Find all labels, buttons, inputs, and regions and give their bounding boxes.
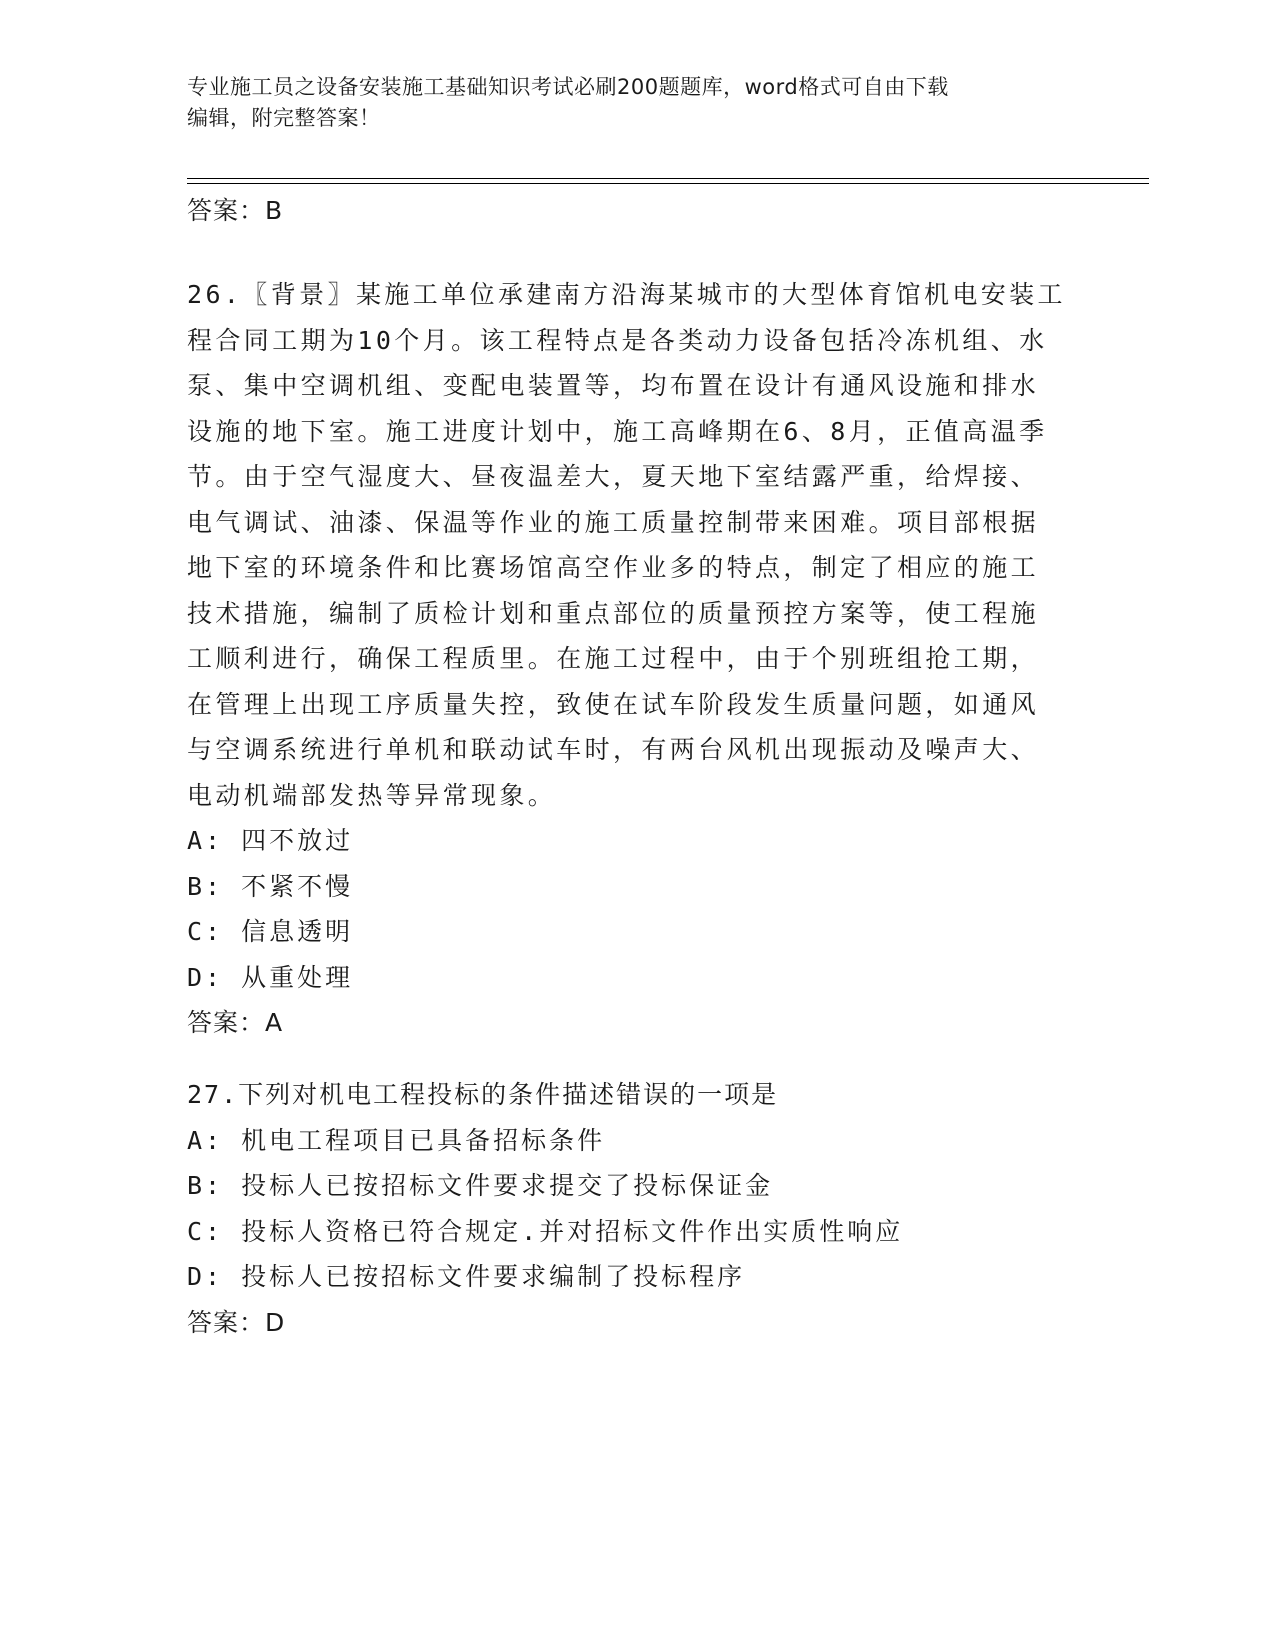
stem-line: 26.〖背景〗某施工单位承建南方沿海某城市的大型体育馆机电安装工 [187, 280, 1066, 309]
stem-line: 程合同工期为10个月。该工程特点是各类动力设备包括冷冻机组、水 [187, 325, 1048, 355]
question-26-option-b: B: 不紧不慢 [187, 871, 354, 901]
stem-line: 电气调试、油漆、保温等作业的施工质量控制带来困难。项目部根据 [187, 507, 1040, 537]
page-header [187, 72, 1067, 134]
header-divider-top [187, 178, 1149, 179]
question-26 [187, 272, 1087, 1046]
stem-line: 技术措施，编制了质检计划和重点部位的质量预控方案等，使工程施 [187, 598, 1040, 628]
stem-line: 设施的地下室。施工进度计划中，施工高峰期在6、8月，正值高温季 [187, 416, 1048, 446]
previous-answer: 答案：B [187, 196, 284, 225]
question-26-answer: 答案：A [187, 1008, 284, 1037]
stem-line: 泵、集中空调机组、变配电装置等，均布置在设计有通风设施和排水 [187, 371, 1040, 400]
stem-line: 节。由于空气湿度大、昼夜温差大，夏天地下室结露严重，给焊接、 [187, 462, 1040, 491]
stem-line: 电动机端部发热等异常现象。 [187, 780, 557, 810]
header-line-2: 编辑，附完整答案！ [187, 106, 381, 130]
stem-line: 工顺利进行，确保工程质里。在施工过程中，由于个别班组抢工期， [187, 644, 1040, 673]
question-26-stem [187, 272, 1087, 818]
header-divider-bottom [187, 183, 1149, 184]
question-26-option-a: A: 四不放过 [187, 826, 354, 855]
stem-line: 在管理上出现工序质量失控，致使在试车阶段发生质量问题，如通风 [187, 689, 1040, 719]
question-27-option-a: A: 机电工程项目已具备招标条件 [187, 1125, 606, 1155]
page-body [187, 188, 1087, 1346]
question-27-option-b: B: 投标人已按招标文件要求提交了投标保证金 [187, 1171, 774, 1200]
question-26-option-d: D: 从重处理 [187, 962, 354, 992]
question-27-option-c: C: 投标人资格已符合规定.并对招标文件作出实质性响应 [187, 1216, 904, 1246]
question-27-stem: 27.下列对机电工程投标的条件描述错误的一项是 [187, 1080, 779, 1109]
stem-line: 与空调系统进行单机和联动试车时，有两台风机出现振动及噪声大、 [187, 735, 1040, 764]
question-26-option-c: C: 信息透明 [187, 917, 354, 946]
header-line-1: 专业施工员之设备安装施工基础知识考试必刷200题题库，word格式可自由下载 [187, 75, 949, 99]
question-27-option-d: D: 投标人已按招标文件要求编制了投标程序 [187, 1262, 746, 1291]
question-27 [187, 1072, 1087, 1346]
stem-line: 地下室的环境条件和比赛场馆高空作业多的特点，制定了相应的施工 [187, 553, 1040, 582]
question-27-answer: 答案：D [187, 1307, 286, 1337]
